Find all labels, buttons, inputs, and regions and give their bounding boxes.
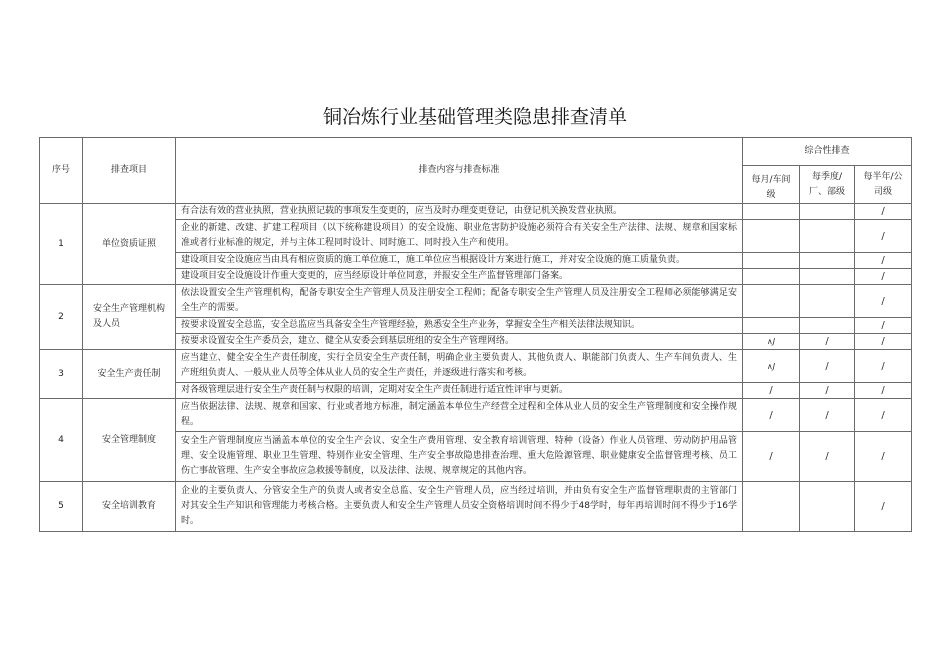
check-month [743,285,800,318]
check-half: / [855,334,912,350]
section-number: 4 [40,399,83,482]
check-half: / [855,318,912,334]
check-month [743,253,800,269]
check-half: / [855,383,912,399]
header-item: 排查项目 [83,138,176,204]
check-quarter: / [800,432,855,482]
section-item: 单位资质证照 [83,204,176,285]
check-content: 按要求设置安全生产委员会，建立、健全从安委会到基层班组的安全生产管理网络。 [176,334,743,350]
section-number: 1 [40,204,83,285]
check-content: 应当建立、健全安全生产责任制度，实行全员安全生产责任制，明确企业主要负责人、其他负责人、职能部门负责人、生产车间负责人、生产班组负责人、一般从业人员等全体从业人员的安全生产责任，并逐级进行落实和考核。 [176,350,743,383]
header-group: 综合性排查 [743,138,912,166]
check-content: 依法设置安全生产管理机构，配备专职安全生产管理人员及注册安全工程师；配备专职安全生产管理人员及注册安全工程师必须能够满足安全生产的需要。 [176,285,743,318]
check-half: / [855,220,912,253]
check-content: 企业的新建、改建、扩建工程项目（以下统称建设项目）的安全设施、职业危害防护设施必须符合有关安全生产法律、法规、规章和国家标准或者行业标准的规定，并与主体工程同时设计、同时施工、同时投入生产和使用。 [176,220,743,253]
check-month [743,269,800,285]
check-half: / [855,350,912,383]
check-content: 建设项目安全设施应当由具有相应资质的施工单位施工，施工单位应当根据设计方案进行施工，并对安全设施的施工质量负责。 [176,253,743,269]
header-seq: 序号 [40,138,83,204]
section-item: 安全培训教育 [83,482,176,532]
table-row [40,350,912,383]
check-half: / [855,253,912,269]
check-month: / [743,383,800,399]
table-row [40,482,912,532]
table-row [40,285,912,318]
check-quarter [800,204,855,220]
check-quarter [800,253,855,269]
check-half: / [855,285,912,318]
check-quarter [800,220,855,253]
header-content: 排查内容与排查标准 [176,138,743,204]
header-freq-quarter: 每季度/厂、部级 [800,166,855,204]
check-month: ∧J [743,334,800,350]
section-item: 安全生产责任制 [83,350,176,399]
check-content: 有合法有效的营业执照，营业执照记载的事项发生变更的，应当及时办理变更登记，由登记机关换发营业执照。 [176,204,743,220]
inspection-table [39,137,912,532]
check-content: 应当依据法律、法规、规章和国家、行业或者地方标准，制定涵盖本单位生产经营全过程和全体从业人员的安全生产管理制度和安全操作规程。 [176,399,743,432]
check-quarter [800,482,855,532]
check-month: ∧J [743,350,800,383]
table-row [40,399,912,432]
check-quarter: / [800,399,855,432]
section-number: 5 [40,482,83,532]
section-number: 2 [40,285,83,350]
header-freq-half: 每半年/公司级 [855,166,912,204]
page-title: 铜冶炼行业基础管理类隐患排查清单 [322,106,627,128]
section-number: 3 [40,350,83,399]
check-content: 对各级管理层进行安全生产责任制与权限的培训，定期对安全生产责任制进行适宜性评审与更新。 [176,383,743,399]
header-freq-month: 每月/车间级 [743,166,800,204]
check-half: / [855,204,912,220]
check-half: / [855,432,912,482]
check-content: 企业的主要负责人、分管安全生产的负责人或者安全总监、安全生产管理人员，应当经过培训，并由负有安全生产监督管理职责的主管部门对其安全生产知识和管理能力考核合格。主要负责人和安全生产管理人员安全资格培训时间不得少于48学时，每年再培训时间不得少于16学时。 [176,482,743,532]
check-quarter: / [800,383,855,399]
check-month [743,482,800,532]
check-month: / [743,399,800,432]
check-month [743,220,800,253]
check-quarter: / [800,350,855,383]
table-row [40,204,912,220]
check-content: 建设项目安全设施设计作重大变更的，应当经原设计单位同意，并报安全生产监督管理部门备案。 [176,269,743,285]
check-quarter: / [800,334,855,350]
check-month: / [743,432,800,482]
check-half: / [855,399,912,432]
section-item: 安全管理制度 [83,399,176,482]
check-month [743,204,800,220]
check-content: 按要求设置安全总监，安全总监应当具备安全生产管理经验，熟悉安全生产业务，掌握安全生产相关法律法规知识。 [176,318,743,334]
check-half: / [855,269,912,285]
check-half: / [855,482,912,532]
check-content: 安全生产管理制度应当涵盖本单位的安全生产会议、安全生产费用管理、安全教育培训管理、特种（设备）作业人员管理、劳动防护用品管理、安全设施管理、职业卫生管理、特别作业安全管理、生产安全事故隐患排查治理、重大危险源管理、职业健康安全监督管理考核、员工伤亡事故管理、生产安全事故应急救援等制度，以及法律、法规、规章规定的其他内容。 [176,432,743,482]
check-quarter [800,269,855,285]
check-quarter [800,285,855,318]
check-month [743,318,800,334]
section-item: 安全生产管理机构及人员 [83,285,176,350]
check-quarter [800,318,855,334]
